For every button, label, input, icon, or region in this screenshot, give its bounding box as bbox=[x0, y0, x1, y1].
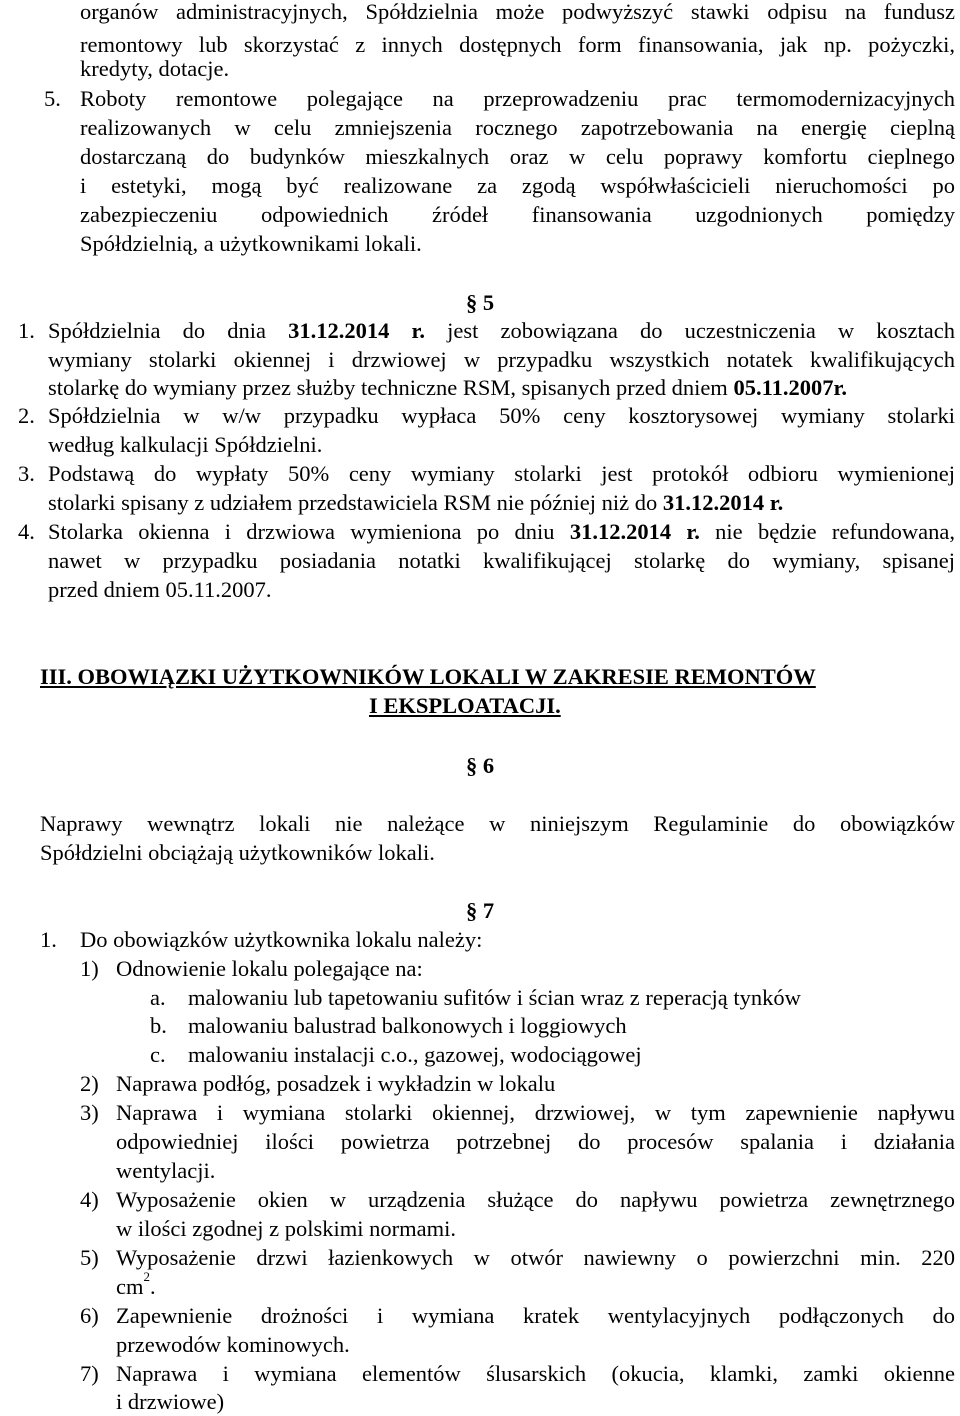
paragraph-line: dostarczaną do budynków mieszkalnych oraz w celu poprawy komfortu cieplnego bbox=[80, 144, 955, 169]
chapter-title: III. OBOWIĄZKI UŻYTKOWNIKÓW LOKALI W ZAKRESIE REMONTÓW bbox=[40, 664, 816, 689]
paragraph-line: Naprawy wewnątrz lokali nie należące w niniejszym Regulaminie do obowiązków bbox=[40, 811, 955, 836]
paragraph-line: remontowy lub skorzystać z innych dostępnych form finansowania, jak np. pożyczki, bbox=[80, 32, 955, 57]
paragraph-line: przed dniem 05.11.2007. bbox=[48, 577, 272, 602]
paragraph-line: realizowanych w celu zmniejszenia rocznego zapotrzebowania na energię cieplną bbox=[80, 115, 955, 140]
list-number: 3. bbox=[18, 461, 35, 486]
section-heading: § 5 bbox=[466, 290, 495, 315]
date-bold: 31.12.2014 r. bbox=[569, 519, 700, 544]
list-number: 3) bbox=[80, 1100, 99, 1125]
list-number: 1. bbox=[40, 927, 57, 952]
paragraph-line: Spółdzielnią, a użytkownikami lokali. bbox=[80, 231, 422, 256]
paragraph-text: jest zobowiązana do uczestniczenia w kosztach bbox=[425, 318, 956, 343]
paragraph-line: Naprawa i wymiana stolarki okiennej, drzwiowej, w tym zapewnienie napływu bbox=[116, 1100, 955, 1125]
paragraph-line bbox=[116, 1269, 156, 1301]
date-bold: 31.12.2014 r. bbox=[662, 490, 784, 515]
list-number: 5) bbox=[80, 1245, 99, 1270]
paragraph-line: Spółdzielni obciążają użytkowników lokali. bbox=[40, 840, 435, 865]
paragraph-text: Stolarka okienna i drzwiowa wymieniona po dniu bbox=[48, 519, 570, 544]
paragraph-line: i drzwiowe) bbox=[116, 1389, 225, 1414]
paragraph-line bbox=[48, 316, 955, 345]
paragraph-line: Wyposażenie okien w urządzenia służące do napływu powietrza zewnętrznego bbox=[116, 1187, 955, 1212]
paragraph-line: malowaniu balustrad balkonowych i loggiowych bbox=[188, 1013, 627, 1038]
paragraph-text: stolarkę do wymiany przez służby techniczne RSM, spisanych przed dniem bbox=[48, 375, 734, 400]
paragraph-line: zabezpieczeniu odpowiednich źródeł finansowania uzgodnionych pomiędzy bbox=[80, 202, 955, 227]
list-number: 7) bbox=[80, 1361, 99, 1386]
list-letter: c. bbox=[150, 1042, 166, 1067]
list-letter: a. bbox=[150, 985, 166, 1010]
date-bold: 31.12.2014 r. bbox=[288, 318, 425, 343]
paragraph-line: w ilości zgodnej z polskimi normami. bbox=[116, 1216, 456, 1241]
paragraph-line: Wyposażenie drzwi łazienkowych w otwór nawiewny o powierzchni min. 220 bbox=[116, 1245, 955, 1270]
paragraph-line: nawet w przypadku posiadania notatki kwalifikującej stolarkę do wymiany, spisanej bbox=[48, 548, 955, 573]
paragraph-line: wymiany stolarki okiennej i drzwiowej w przypadku wszystkich notatek kwalifikujących bbox=[48, 347, 955, 372]
paragraph-line: Odnowienie lokalu polegające na: bbox=[116, 956, 423, 981]
paragraph-line: odpowiedniej ilości powietrza potrzebnej do procesów spalania i działania bbox=[116, 1129, 955, 1154]
paragraph-line: wentylacji. bbox=[116, 1158, 216, 1183]
paragraph-line: Roboty remontowe polegające na przeprowadzeniu prac termomodernizacyjnych bbox=[80, 86, 955, 111]
paragraph-line: organów administracyjnych, Spółdzielnia może podwyższyć stawki odpisu na fundusz bbox=[80, 0, 955, 24]
list-number: 2) bbox=[80, 1071, 99, 1096]
list-number: 4. bbox=[18, 519, 35, 544]
paragraph-text: . bbox=[150, 1274, 156, 1299]
section-heading: § 6 bbox=[466, 753, 495, 778]
paragraph-line: kredyty, dotacje. bbox=[80, 56, 230, 81]
paragraph-line: przewodów kominowych. bbox=[116, 1332, 350, 1357]
date-bold: 05.11.2007r. bbox=[733, 375, 847, 400]
list-letter: b. bbox=[150, 1013, 167, 1038]
paragraph-text: Spółdzielnia do dnia bbox=[48, 318, 289, 343]
paragraph-line bbox=[48, 488, 783, 517]
list-number: 1) bbox=[80, 956, 99, 981]
paragraph-line: Podstawą do wypłaty 50% ceny wymiany stolarki jest protokół odbioru wymienionej bbox=[48, 461, 955, 486]
paragraph-text: stolarki spisany z udziałem przedstawiciela RSM nie później niż do bbox=[48, 490, 663, 515]
paragraph-line: Zapewnienie drożności i wymiana kratek wentylacyjnych podłączonych do bbox=[116, 1303, 955, 1328]
list-number: 4) bbox=[80, 1187, 99, 1212]
unit-text: cm bbox=[116, 1274, 144, 1299]
paragraph-line: Naprawa podłóg, posadzek i wykładzin w lokalu bbox=[116, 1071, 556, 1096]
paragraph-line: według kalkulacji Spółdzielni. bbox=[48, 432, 323, 457]
paragraph-line: i estetyki, mogą być realizowane za zgodą współwłaścicieli nieruchomości po bbox=[80, 173, 955, 198]
paragraph-line bbox=[48, 517, 955, 546]
paragraph-line bbox=[48, 373, 847, 402]
paragraph-line: malowaniu lub tapetowaniu sufitów i ścian wraz z reperacją tynków bbox=[188, 985, 801, 1010]
list-number: 5. bbox=[44, 86, 61, 111]
list-number: 2. bbox=[18, 403, 35, 428]
paragraph-line: Naprawa i wymiana elementów ślusarskich (okucia, klamki, zamki okienne bbox=[116, 1361, 955, 1386]
paragraph-line: Do obowiązków użytkownika lokalu należy: bbox=[80, 927, 483, 952]
paragraph-line: Spółdzielnia w w/w przypadku wypłaca 50% ceny kosztorysowej wymiany stolarki bbox=[48, 403, 955, 428]
section-heading: § 7 bbox=[466, 898, 495, 923]
superscript: 2 bbox=[143, 1269, 150, 1284]
chapter-title: I EKSPLOATACJI. bbox=[369, 693, 561, 718]
list-number: 1. bbox=[18, 318, 35, 343]
paragraph-text: nie będzie refundowana, bbox=[699, 519, 955, 544]
list-number: 6) bbox=[80, 1303, 99, 1328]
paragraph-line: malowaniu instalacji c.o., gazowej, wodociągowej bbox=[188, 1042, 642, 1067]
